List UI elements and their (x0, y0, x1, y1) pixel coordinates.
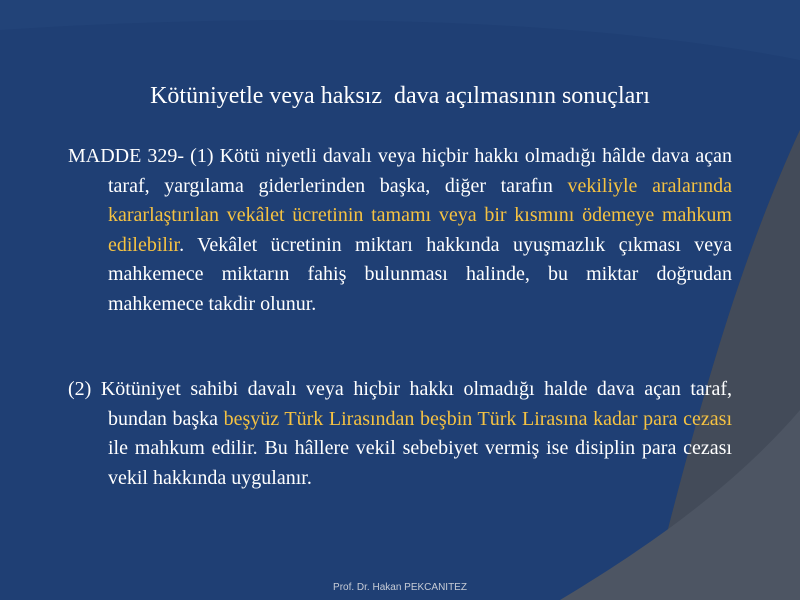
paragraph1-text-before: MADDE 329- (1) Kötü niyetli davalı veya hiçbir hakkı olmadığı hâlde dava açan taraf, yargılama giderlerinden başka, diğer tarafın (68, 145, 732, 197)
slide-footer: Prof. Dr. Hakan PEKCANITEZ (333, 582, 467, 593)
paragraph-madde-329-2 (68, 375, 732, 493)
slide-title: Kötüniyetle veya haksız dava açılmasının sonuçları (150, 83, 650, 109)
paragraph2-highlight: beşyüz Türk Lirasından beşbin Türk Lirasına kadar para cezası (223, 407, 733, 430)
paragraph1-text-after: . Vekâlet ücretinin miktarı hakkında uyuşmazlık çıkması veya mahkemece miktarın fahiş bulunması halinde, bu miktar doğrudan mahkemece takdir olunur. (108, 233, 732, 315)
paragraph-madde-329-1 (68, 142, 732, 319)
paragraph2-text-before: (2) Kötüniyet sahibi davalı veya hiçbir hakkı olmadığı halde dava açan taraf, bundan başka (68, 378, 732, 430)
paragraph1-highlight: vekiliyle aralarında kararlaştırılan vekâlet ücretinin tamamı veya bir kısmını ödemeye mahkum edilebilir (108, 174, 733, 256)
paragraph2-text-after: ile mahkum edilir. Bu hâllere vekil sebebiyet vermiş ise disiplin para cezası vekil hakkında uygulanır. (108, 437, 732, 489)
